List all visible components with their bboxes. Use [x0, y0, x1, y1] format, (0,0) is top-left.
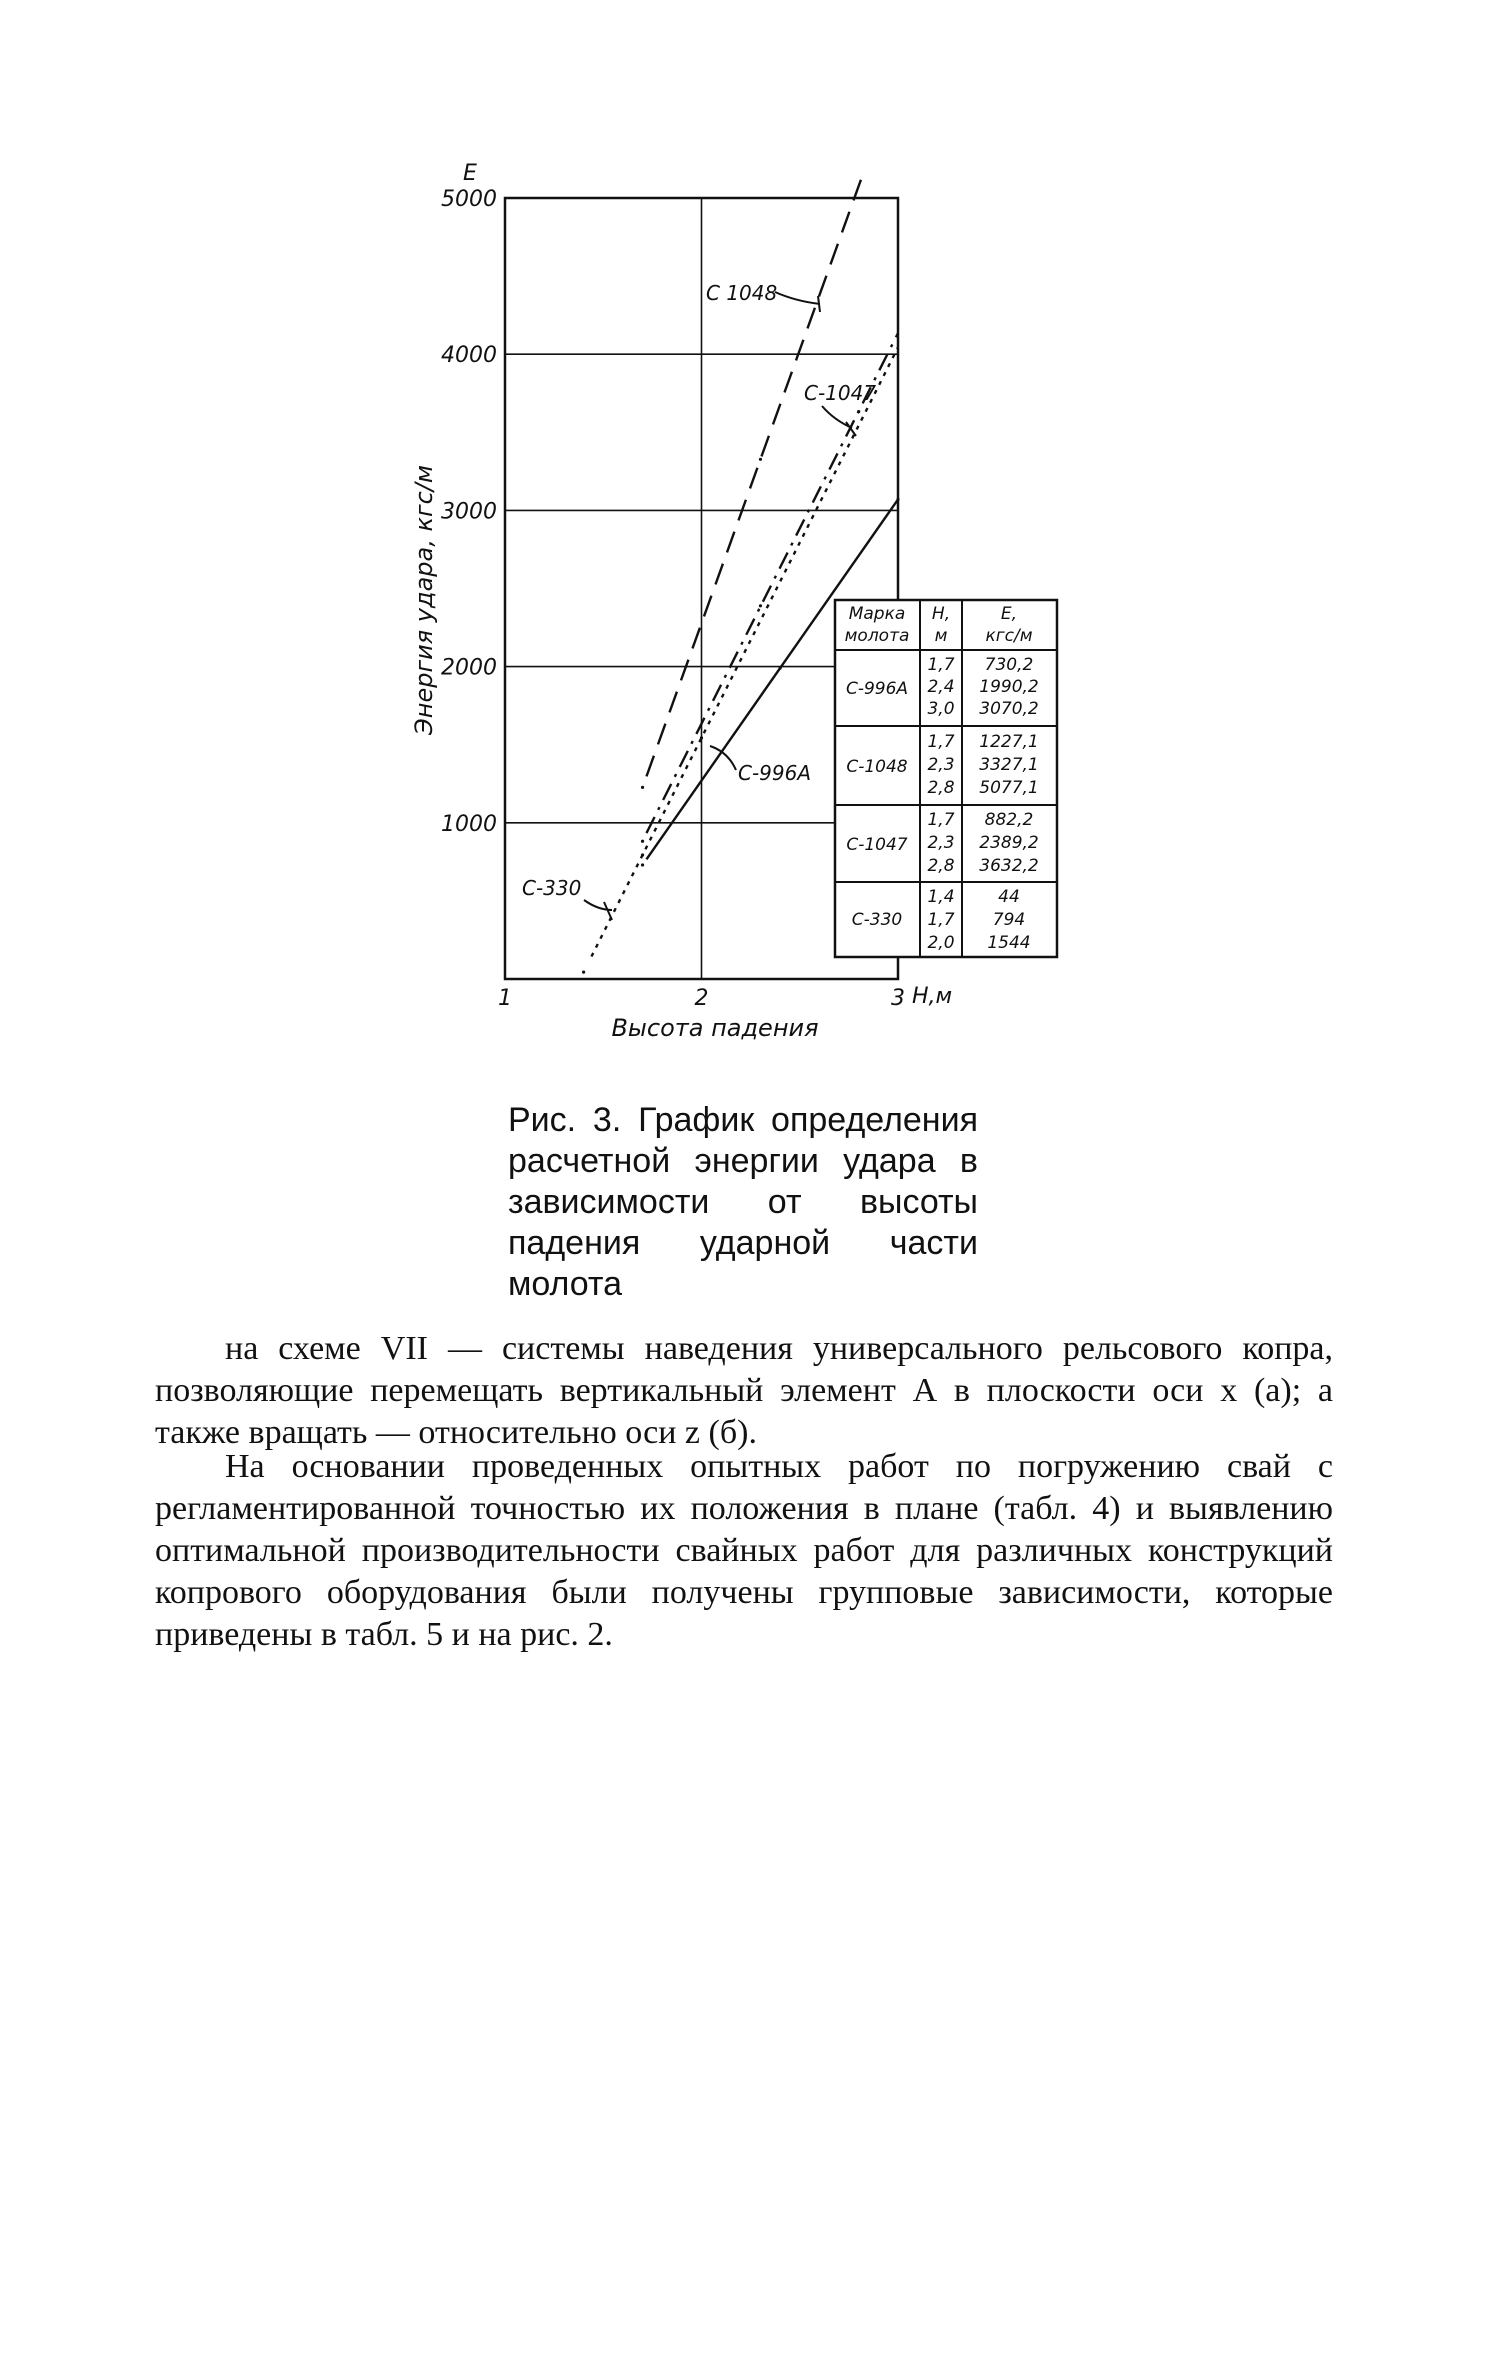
series-label-text: С 1048	[706, 281, 778, 305]
body-paragraph: На основании проведенных опытных работ по погружению свай с регламентированной точностью их положения в плане (табл. 4) и выявлению оптимальной производительности свайных работ для различных конструкций копрового оборудования были получены групповые зависимости, которые приведены в табл. 5 и на рис. 2.	[155, 1448, 1333, 1653]
data-point	[641, 786, 644, 789]
series-label-c1048	[706, 281, 820, 312]
legend-cell-model: С-996А	[845, 679, 909, 699]
data-point	[857, 410, 860, 413]
data-point	[759, 458, 762, 461]
figure-caption: Рис. 3. График определения расчетной энергии удара в зависимости от высоты падения ударной части молота	[508, 1101, 978, 1303]
x-tick-label: 1	[498, 986, 512, 1011]
data-point	[641, 853, 644, 856]
legend-cell-e: 1227,1	[979, 732, 1039, 752]
legend-cell-e: 2389,2	[979, 833, 1039, 853]
legend-header-model: молота	[844, 626, 910, 646]
legend-cell-h: 2,0	[927, 933, 955, 953]
legend-cell-h: 2,8	[927, 778, 955, 798]
legend-header-h: Н,	[931, 604, 951, 624]
y-axis-title: Энергия удара, кгс/м	[410, 465, 438, 735]
x-unit-label: Н,м	[912, 984, 953, 1009]
series-label-c330	[522, 876, 612, 920]
legend-cell-e: 1544	[987, 933, 1031, 953]
y-unit-label: E	[463, 161, 477, 186]
y-tick-label: 1000	[441, 811, 497, 837]
legend-cell-model: С-1048	[846, 757, 908, 777]
energy-chart	[0, 0, 1499, 1080]
series-label-text: С-330	[522, 876, 582, 900]
x-tick-label: 3	[891, 986, 905, 1011]
legend-cell-e: 44	[998, 887, 1020, 907]
x-tick-label: 2	[694, 986, 709, 1011]
series-label-c996a	[710, 746, 811, 785]
legend-cell-e: 3632,2	[979, 856, 1039, 876]
legend-cell-e: 1990,2	[979, 677, 1039, 697]
series-line	[646, 179, 861, 776]
legend-cell-e: 730,2	[984, 655, 1034, 675]
legend-cell-h: 2,3	[927, 755, 955, 775]
legend-header-e: Е,	[1000, 604, 1018, 624]
legend-cell-e: 5077,1	[979, 778, 1039, 798]
legend-cell-h: 2,4	[927, 677, 955, 697]
y-tick-label: 3000	[441, 499, 497, 525]
series-label-text: С-1047	[804, 381, 877, 405]
legend-cell-h: 1,7	[927, 810, 955, 830]
data-point	[700, 736, 703, 739]
series-label-c1047	[804, 381, 876, 436]
legend-cell-e: 794	[992, 910, 1026, 930]
data-point	[641, 863, 644, 866]
legend-cell-h: 1,7	[927, 910, 955, 930]
x-tick-labels	[498, 986, 905, 1011]
legend-cell-model: С-330	[851, 910, 903, 930]
series-label-text: С-996А	[738, 761, 812, 785]
y-tick-label: 2000	[441, 655, 497, 681]
body-paragraph: на схеме VII — системы наведения универсального рельсового копра, позволяющие перемещать вертикальный элемент А в плоскости оси x (а); а также вращать — относительно оси z (б).	[155, 1330, 1333, 1451]
data-point	[779, 667, 782, 670]
legend-header-e: кгс/м	[985, 626, 1033, 646]
legend-cell-h: 2,3	[927, 833, 955, 853]
y-tick-label: 4000	[441, 343, 497, 369]
y-tick-labels	[441, 187, 497, 837]
leader-line	[584, 900, 612, 920]
leader-line	[822, 406, 856, 436]
legend-cell-e: 3070,2	[979, 699, 1039, 719]
legend-cell-h: 2,8	[927, 856, 955, 876]
legend-cell-h: 1,7	[927, 732, 955, 752]
legend-header-h: м	[934, 626, 948, 646]
legend-header-model: Марка	[848, 604, 906, 624]
legend-cell-h: 1,4	[927, 887, 955, 907]
y-tick-label: 5000	[441, 187, 497, 212]
data-point	[582, 971, 585, 974]
legend-cell-e: 882,2	[984, 810, 1034, 830]
data-point	[641, 840, 644, 843]
x-axis-title: Высота падения	[611, 1014, 819, 1042]
legend-cell-model: С-1047	[846, 835, 908, 855]
data-point	[896, 498, 899, 501]
legend-cell-e: 3327,1	[979, 755, 1039, 775]
legend-cell-h: 3,0	[927, 699, 955, 719]
legend-table	[835, 600, 1057, 957]
legend-cell-h: 1,7	[927, 655, 955, 675]
data-point	[759, 604, 762, 607]
